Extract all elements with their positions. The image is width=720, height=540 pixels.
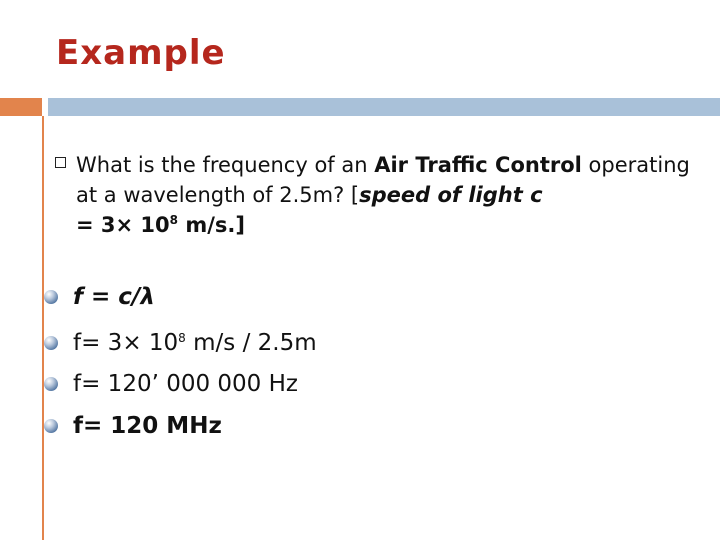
question-part2: operating at a wavelength of 2.5m? [ <box>76 153 690 207</box>
answer-substitution: $f= 3\times 10^8$ m/s / 2.5m <box>73 330 317 356</box>
header-accent-bar <box>0 98 42 116</box>
bullet-ball-icon <box>44 419 58 433</box>
question-unit: m/s.] <box>178 213 245 237</box>
bullet-ball-icon <box>44 290 58 304</box>
header-bar <box>48 98 720 116</box>
question-bold-term: Air Traffic Control <box>374 153 582 177</box>
question-text <box>76 150 696 240</box>
answer-hz: f= 120’ 000 000 Hz <box>73 371 298 397</box>
bullet-ball-icon <box>44 377 58 391</box>
checkbox-bullet-icon <box>55 157 66 168</box>
left-divider-line <box>42 116 44 540</box>
slide-title: Example <box>56 33 226 73</box>
question-part1: What is the frequency of an <box>76 153 375 177</box>
bullet-ball-icon <box>44 336 58 350</box>
question-speed-value: = 3× 10 <box>76 213 170 237</box>
answer-mhz: f= 120 MHz <box>73 413 222 439</box>
question-speed-of-light: speed of light c <box>359 183 543 207</box>
answer-formula: f = c/λ <box>73 284 155 310</box>
question-exponent: 8 <box>169 213 179 227</box>
